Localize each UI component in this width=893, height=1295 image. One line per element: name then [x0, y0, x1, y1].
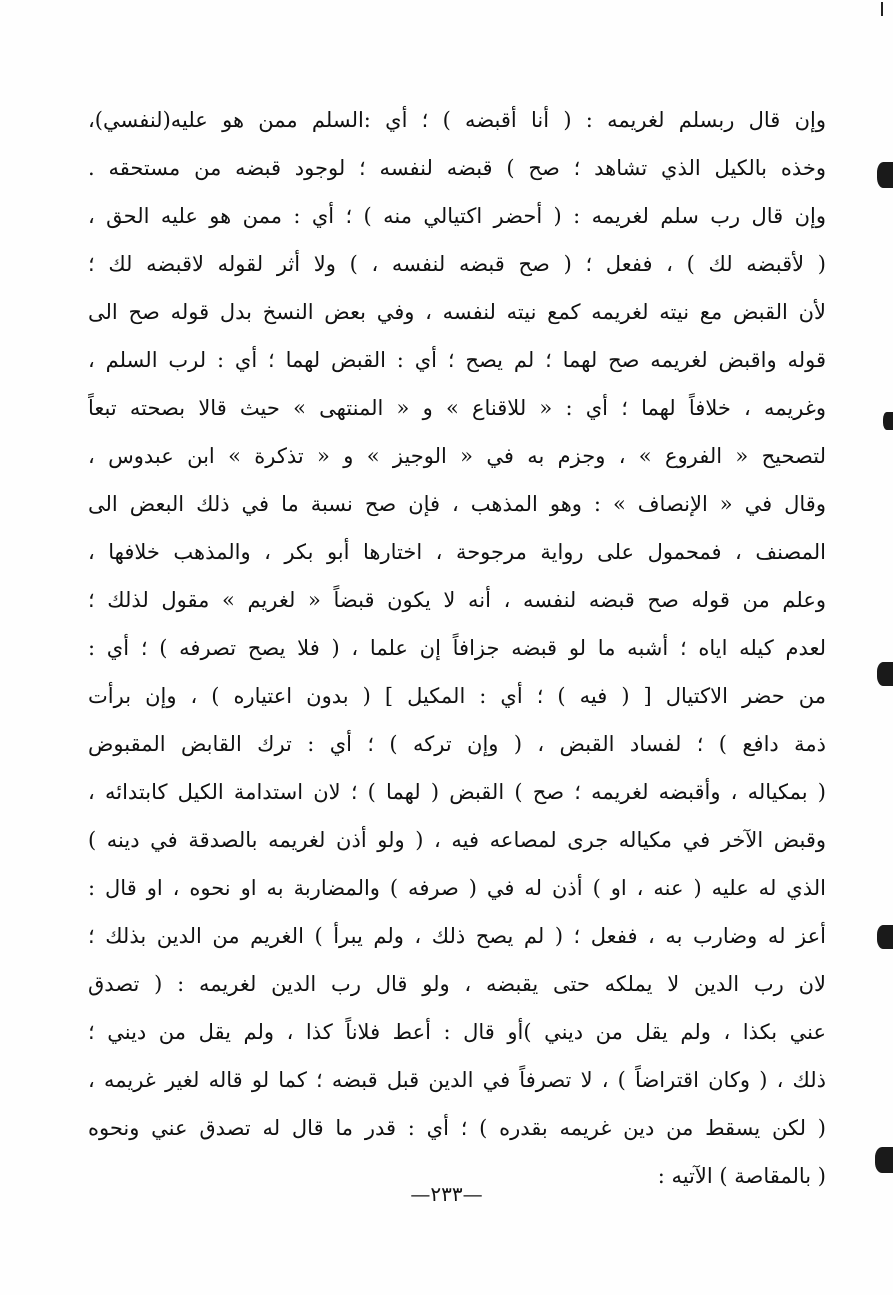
text-line: ( لأقبضه لك ) ، ففعل ؛ ( صح قبضه لنفسه ، ) ولا أثر لقوله لاقبضه لك ؛ — [88, 252, 826, 276]
page-number: —٢٣٣— — [410, 1182, 483, 1206]
text-line: وعلم من قوله صح قبضه لنفسه ، أنه لا يكون قبضاً « لغريم » مقول لذلك ؛ — [88, 588, 826, 612]
text-line: لعدم كيله اياه ؛ أشبه ما لو قبضه جزافاً إن علما ، ( فلا يصح تصرفه ) ؛ أي : — [88, 636, 826, 660]
text-line: ذمة دافع ) ؛ لفساد القبض ، ( وإن تركه ) ؛ أي : ترك القابض المقبوض — [88, 732, 826, 756]
text-line: أعز له وضارب به ، ففعل ؛ ( لم يصح ذلك ، ولم يبرأ ) الغريم من الدين بذلك ؛ — [88, 924, 826, 948]
binding-edge-mark — [877, 162, 893, 188]
text-line: الذي له عليه ( عنه ، او ) أذن له في ( صرفه ) والمضاربة به او نحوه ، او قال : — [88, 876, 826, 900]
text-line: ( بمكياله ، وأقبضه لغريمه ؛ صح ) القبض ( لهما ) ؛ لان استدامة الكيل كابتدائه ، — [88, 780, 826, 804]
text-line: المصنف ، فمحمول على رواية مرجوحة ، اختارها أبو بكر ، والمذهب خلافها ، — [88, 540, 826, 564]
text-line: لان رب الدين لا يملكه حتى يقبضه ، ولو قال رب الدين لغريمه : ( تصدق — [88, 972, 826, 996]
text-line: عني بكذا ، ولم يقل من ديني )أو قال : أعط فلاناً كذا ، ولم يقل من ديني ؛ — [88, 1020, 826, 1044]
binding-edge-mark — [883, 412, 893, 430]
binding-edge-mark — [877, 662, 893, 686]
text-line: ( بالمقاصة ) الآتيه : — [657, 1164, 826, 1188]
body-text — [88, 96, 826, 1200]
text-line: وإن قال ربسلم لغريمه : ( أنا أقبضه ) ؛ أي :السلم ممن هو عليه(لنفسي)، — [88, 108, 826, 132]
text-line: وقبض الآخر في مكياله جرى لمصاعه فيه ، ( ولو أذن لغريمه بالصدقة في دينه ) — [88, 828, 826, 852]
text-line: وقال في « الإنصاف » : وهو المذهب ، فإن صح نسبة ما في ذلك البعض الى — [88, 492, 826, 516]
text-line: لأن القبض مع نيته لغريمه كمع نيته لنفسه ، وفي بعض النسخ بدل قوله صح الى — [88, 300, 826, 324]
text-line: وخذه بالكيل الذي تشاهد ؛ صح ) قبضه لنفسه ؛ لوجود قبضه من مستحقه . — [88, 156, 826, 180]
text-line: ذلك ، ( وكان اقتراضاً ) ، لا تصرفاً في الدين قبل قبضه ؛ كما لو قاله لغير غريمه ، — [88, 1068, 826, 1092]
binding-edge-mark — [875, 1147, 893, 1173]
scan-corner-mark — [881, 2, 891, 16]
binding-edge-mark — [877, 925, 893, 949]
text-line: ( لكن يسقط من دين غريمه بقدره ) ؛ أي : قدر ما قال له تصدق عني ونحوه — [88, 1116, 826, 1140]
text-line: لتصحيح « الفروع » ، وجزم به في « الوجيز » و « تذكرة » ابن عبدوس ، — [88, 444, 826, 468]
text-line: وغريمه ، خلافاً لهما ؛ أي : « للاقناع » و « المنتهى » حيث قالا بصحته تبعاً — [88, 396, 826, 420]
text-line: من حضر الاكتيال [ ( فيه ) ؛ أي : المكيل ] ( بدون اعتياره ) ، وإن برأت — [88, 684, 826, 708]
text-line: قوله واقبض لغريمه صح لهما ؛ لم يصح ؛ أي : القبض لهما ؛ أي : لرب السلم ، — [88, 348, 826, 372]
text-line: وإن قال رب سلم لغريمه : ( أحضر اكتيالي منه ) ؛ أي : ممن هو عليه الحق ، — [88, 204, 826, 228]
